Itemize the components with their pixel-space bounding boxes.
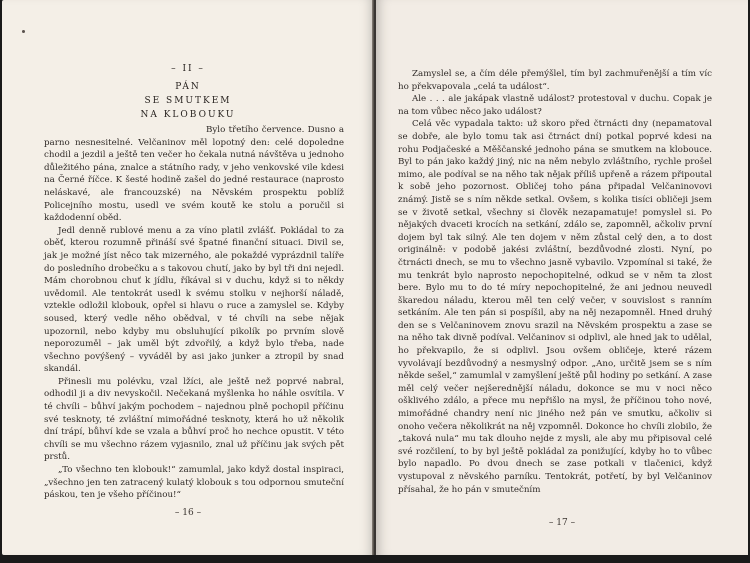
paragraph: „To všechno ten klobouk!“ zamumlal, jako když dostal inspiraci, „všechno jen ten zatracený kulatý klobouk s tou odpornou smuteční páskou, ten je všeho příčinou!“: [44, 465, 344, 501]
chapter-title-line-2: SE SMUTKEM: [144, 96, 232, 106]
paragraph: Přinesli mu polévku, vzal lžíci, ale ještě než poprvé nabral, odhodil ji a div nevyskočil. Nečekaná myšlenka ho náhle osvítila. V té chvíli – bůhví jakým pochodem – najednou plně pochopil příčinu své tesknoty, té zvláštní mimořádné tesknoty, která ho už několik dní trápí, bůhví kde se vzala a bůhví proč ho nechce opustit. V této chvíli se mu všechno rázem vyjasnilo, znal už příčinu jak svých pět prstů.: [44, 376, 344, 463]
paragraph: Jedl denně rublové menu a za víno platil zvlášť. Pokládal to za oběť, kterou rozumně přináší své špatné finanční situaci. Divil se, jak je možné jíst něco tak mizerného, ale pokaždé vyprázdnil talíře do posledního drobečku a s takovou chutí, jako by byl tři dni nejedl. Mám chorobnou chuť k jídlu, říkával si v duchu, když si to někdy uvědomil. Ale tentokrát usedl k svému stolku v nejhorší náladě, vztekle odložil klobouk, opřel si hlavu o ruce a zamyslel se. Kdyby soused, který vedle něho obědval, v té chvíli na sebe nějak upozornil, nebo kdyby mu obsluhující pikolík po prvním slově neporozuměl – jak uměl být zdvořilý, a když bylo třeba, nade všechno povýšený – vyváděl by asi jako junker a ztropil by snad skandál.: [44, 225, 344, 375]
left-page: [2, 0, 374, 555]
left-body-text: [44, 124, 344, 502]
print-speck: [22, 30, 25, 33]
page-number-right: – 17 –: [548, 518, 576, 528]
paragraph: Ale . . . ale jakápak vlastně událost? protestoval v duchu. Copak je na tom vůbec něco jako událost?: [398, 94, 712, 117]
right-body-text: [398, 68, 712, 496]
paragraph: Zamyslel se, a čím déle přemýšlel, tím byl zachmuřenější a tím víc ho překvapovala „celá ta událost“.: [398, 69, 712, 92]
page-number-left: – 16 –: [174, 508, 202, 518]
paragraph: Celá věc vypadala takto: už skoro před čtrnácti dny (nepamatoval se dobře, ale bylo tomu tak asi čtrnáct dní) potkal poprvé kdesi na rohu Podjačeské a Měščanské jednoho pána se smutkem na klobouce. Byl to pán jako každý jiný, nic na něm nebylo zvláštního, rychle prošel mimo, ale podíval se na něho tak nějak příliš upřeně a rázem připoutal k sobě jeho pozornost. Obličej toho pána připadal Velčaninovovi známý. Jistě se s ním někde setkal. Ovšem, s kolika tisíci obličeji jsem se v životě setkal, všechny si člověk nezapamatuje! pomyslel si. Po nějakých dvaceti krocích na setkání, zdálo se, zapomněl, ačkoliv první dojem byl tak silný. Ale ten dojem v něm zůstal celý den, a to dost originálně: v podobě jakési zvláštní, bezdůvodné zlosti. Nyní, po čtrnácti dnech, se mu to všechno jasně vybavilo. Vzpomínal si také, že mu tenkrát bylo naprosto nepochopitelné, odkud se v něm ta zlost bere. Bylo mu to do té míry nepochopitelné, že ani jednou neuvedl škaredou náladu, kterou měl ten celý večer, v souvislost s ranním setkáním. Ale ten pán si pospíšil, aby na něj nezapomněl. Hned druhý den se s Velčaninovem znovu srazil na Něvském prospektu a zase se na něho tak divně podíval. Velčaninov si odplivl, ale hned jak to udělal, ho překvapilo, že si odplivl. Jsou ovšem obličeje, které rázem vyvolávají bezdůvodný a nesmyslný odpor. „Ano, určitě jsem se s ním někde sešel,“ zamumlal v zamyšlení ještě půl hodiny po setkání. A zase měl celý večer nejšerednější náladu, dokonce se mu v noci něco ošklivého zdálo, a přece mu nepřišlo na mysl, že příčinou toho nové, mimořádné chandry není nic jiného než pán ve smutku, ačkoliv si onoho večera několikrát na něj vzpomněl. Dokonce ho chvíli zlobilo, že „taková nula“ mu tak dlouho nejde z mysli, ale aby mu připisoval celé své rozčilení, to by byl ještě pokládal za ponižující, kdyby ho to vůbec bylo napadlo. Po dvou dnech se zase potkali v tlačenici, když vystupoval z něvského parníku. Tentokrát, potřetí, by byl Velčaninov přísahal, že ho pán v smutečním: [398, 119, 712, 495]
paragraph: Bylo třetího července. Dusno a parno nesnesitelné. Velčaninov měl lopotný den: celé dopoledne chodil a jezdil a ještě ten večer ho čekala nutná návštěva u jednoho důležitého pána, znalce a státního rady, v jeho venkovské vile kdesi na Černé říčce. K šesté hodině zašel do jedné restaurace (naprosto neláskavé, ale francouzské) na Něvském prospektu poblíž Policejního mostu, usedl ve svém koutě ke stolu a poručil si každodenní oběd.: [44, 125, 344, 224]
chapter-title-line-1: PÁN: [175, 82, 201, 92]
right-page: [376, 0, 748, 555]
chapter-number: – II –: [171, 64, 205, 74]
chapter-title-line-3: NA KLOBOUKU: [140, 110, 236, 120]
